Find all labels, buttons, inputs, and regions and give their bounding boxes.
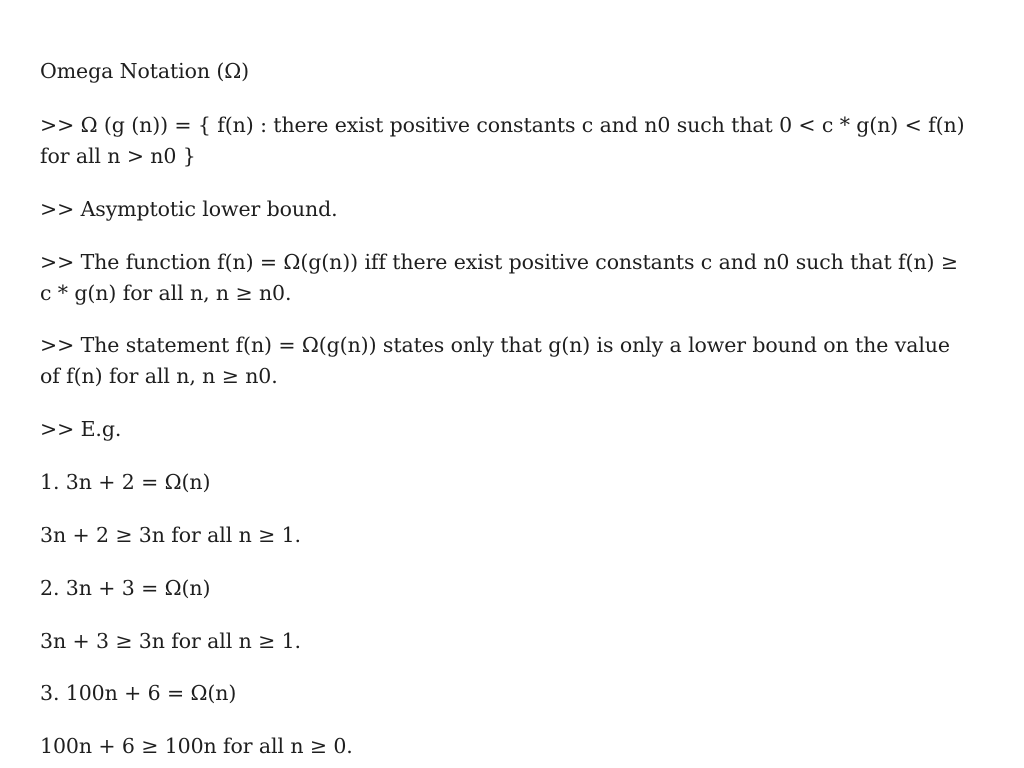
statement-line-2: of f(n) for all n, n ≥ n0. (40, 364, 278, 388)
definition-line-2: for all n > n0 } (40, 144, 196, 168)
asymptotic-paragraph: >> Asymptotic lower bound. (40, 197, 338, 221)
function-definition-paragraph (40, 247, 1008, 309)
definition-line-1: >> Ω (g (n)) = { f(n) : there exist positive constants c and n0 such that 0 < c * g(n) < f(n) (40, 113, 965, 137)
definition-paragraph (40, 110, 1008, 172)
example-heading: >> E.g. (40, 417, 122, 441)
statement-paragraph (40, 330, 1008, 392)
function-definition-line-2: c * g(n) for all n, n ≥ n0. (40, 281, 292, 305)
function-definition-line-1: >> The function f(n) = Ω(g(n)) iff there exist positive constants c and n0 such that f(n) ≥ (40, 250, 958, 274)
example-3-claim: 3. 100n + 6 = Ω(n) (40, 681, 237, 705)
statement-line-1: >> The statement f(n) = Ω(g(n)) states only that g(n) is only a lower bound on the value (40, 333, 950, 357)
example-1-claim: 1. 3n + 2 = Ω(n) (40, 470, 211, 494)
example-1-proof: 3n + 2 ≥ 3n for all n ≥ 1. (40, 523, 301, 547)
page-title: Omega Notation (Ω) (40, 59, 250, 83)
example-3-proof: 100n + 6 ≥ 100n for all n ≥ 0. (40, 734, 353, 758)
example-2-claim: 2. 3n + 3 = Ω(n) (40, 576, 211, 600)
example-2-proof: 3n + 3 ≥ 3n for all n ≥ 1. (40, 629, 301, 653)
